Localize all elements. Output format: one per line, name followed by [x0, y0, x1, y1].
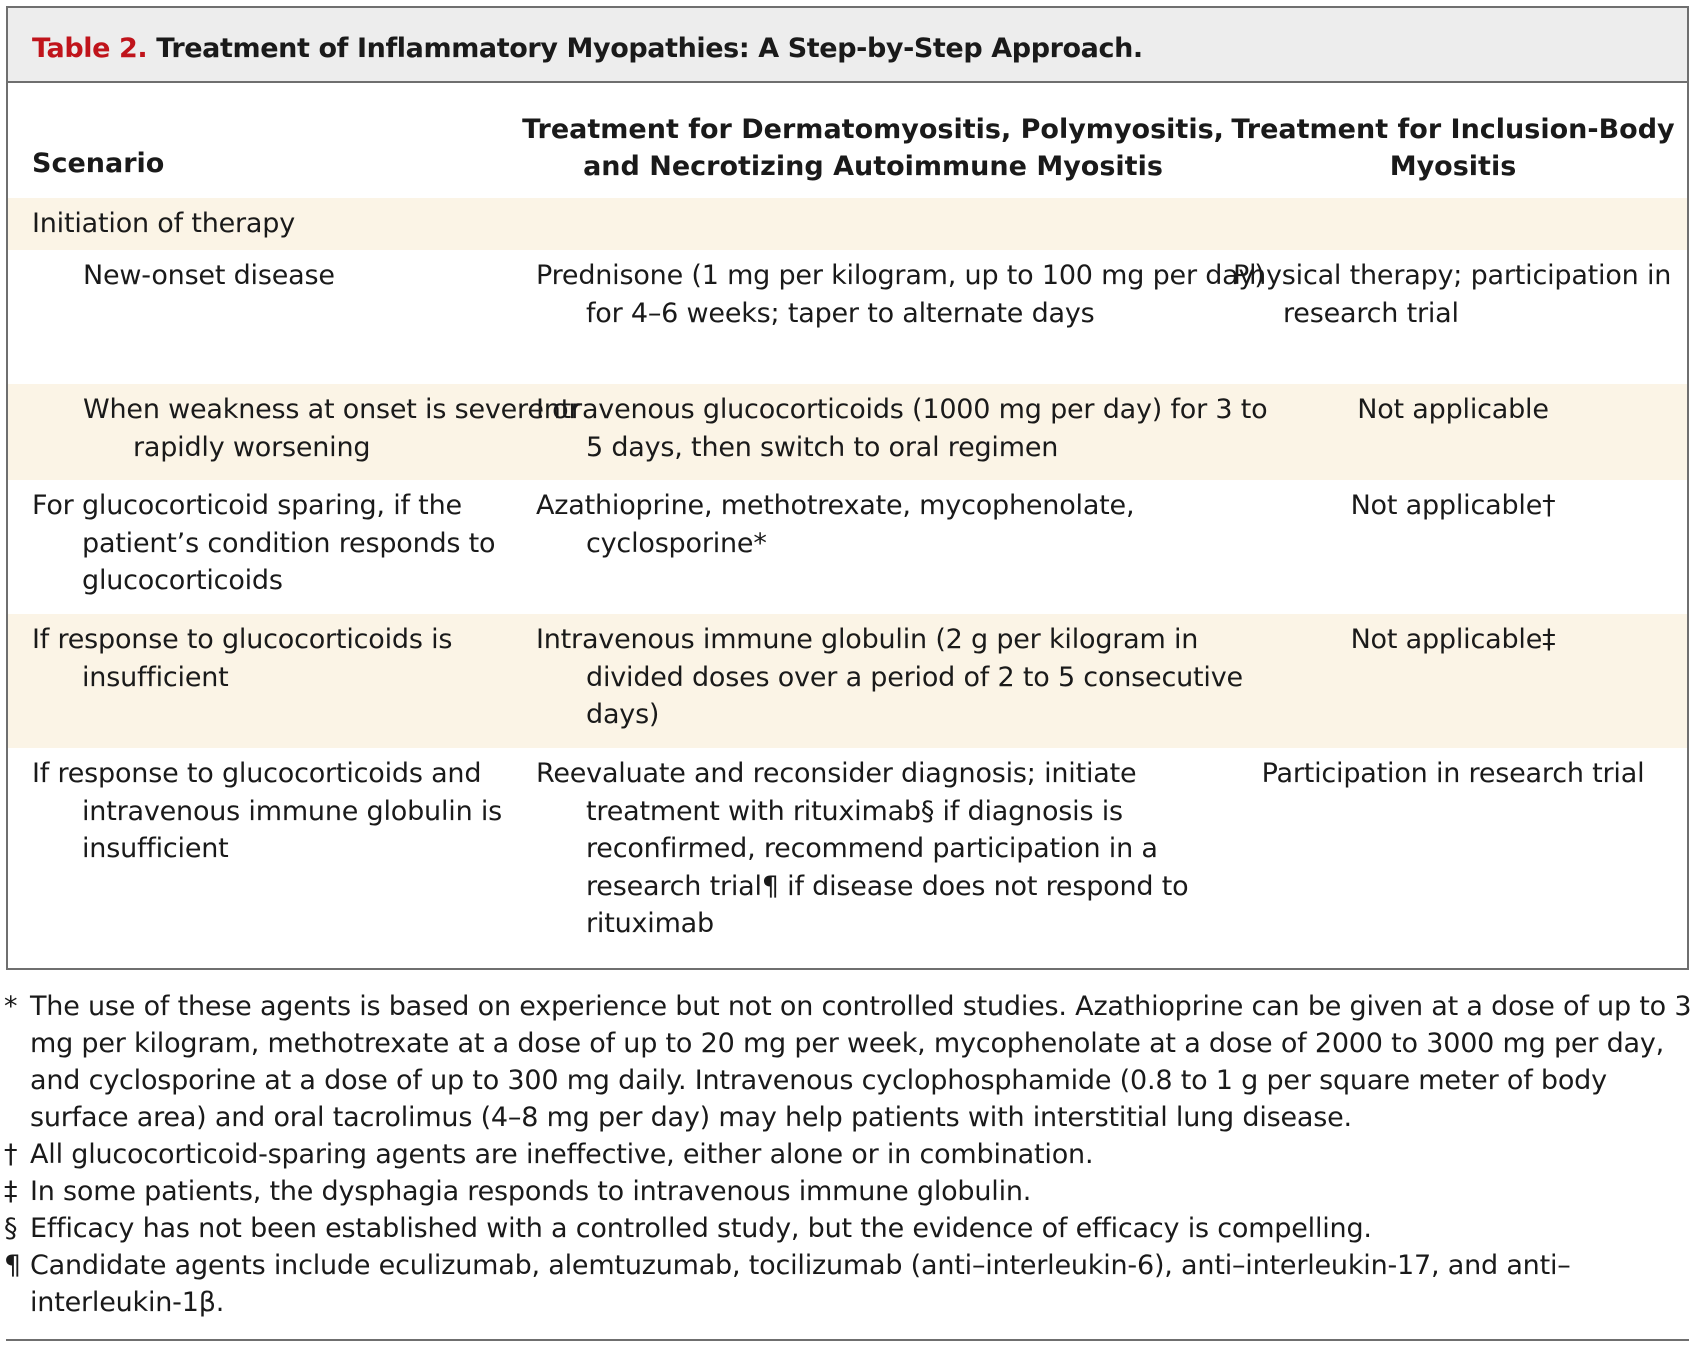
- footnote: [4, 1210, 1692, 1247]
- footnote-text: The use of these agents is based on experience but not on controlled studies. Azathioprine can be given at a dose of up to 3 mg per kilogram, methotrexate at a dose of up to 20 mg per week, mycophenolate at a dose of 2000 to 3000 mg per day, and cyclosporine at a dose of up to 300 mg daily. Intravenous cyclophosphamide (0.8 to 1 g per square meter of body surface area) and oral tacrolimus (4–8 mg per day) may help patients with interstitial lung disease.: [30, 991, 1692, 1133]
- row-scenario-cell: For glucocorticoid sparing, if the patient’s condition responds to glucocorticoids: [32, 490, 496, 596]
- table-row: [8, 250, 1687, 384]
- table-number-label: Table 2.: [32, 33, 148, 64]
- row-ibm-cell: Not applicable†: [1350, 490, 1556, 521]
- table-row: [8, 384, 1687, 480]
- table-row: [8, 198, 1687, 250]
- footnote-text: In some patients, the dysphagia responds to intravenous immune globulin.: [30, 1176, 1032, 1207]
- bottom-rule: [6, 1339, 1689, 1341]
- footnote-text: Candidate agents include eculizumab, alemtuzumab, tocilizumab (anti–interleukin-6), anti–interleukin-17, and anti–interleukin-1β.: [30, 1250, 1571, 1318]
- footnotes: [4, 988, 1692, 1321]
- column-header-ibm: Treatment for Inclusion-Body Myositis: [1231, 114, 1675, 182]
- footnote: [4, 988, 1692, 1136]
- footnote-text: All glucocorticoid-sparing agents are ineffective, either alone or in combination.: [30, 1139, 1094, 1170]
- footnote-mark: ‡: [4, 1176, 18, 1207]
- row-scenario-cell: If response to glucocorticoids and intravenous immune globulin is insufficient: [32, 758, 503, 864]
- table-row: [8, 480, 1687, 614]
- row-ibm-cell: Participation in research trial: [1261, 758, 1645, 789]
- row-dm-pm-nam-cell: Azathioprine, methotrexate, mycophenolate, cyclosporine*: [536, 490, 1135, 559]
- row-dm-pm-nam-cell: Intravenous immune globulin (2 g per kilogram in divided doses over a period of 2 to 5 consecutive days): [536, 624, 1243, 730]
- row-dm-pm-nam-cell: Prednisone (1 mg per kilogram, up to 100 mg per day) for 4–6 weeks; taper to alternate days: [536, 260, 1265, 329]
- footnote: [4, 1173, 1692, 1210]
- row-scenario-cell: New-onset disease: [83, 260, 335, 291]
- footnote: [4, 1136, 1692, 1173]
- row-ibm-cell: Not applicable: [1357, 394, 1549, 425]
- row-dm-pm-nam-cell: Reevaluate and reconsider diagnosis; initiate treatment with rituximab§ if diagnosis is reconfirmed, recommend participation in a research trial¶ if disease does not respond to rituximab: [536, 758, 1189, 939]
- row-ibm-cell: Not applicable‡: [1350, 624, 1556, 655]
- row-scenario-cell: When weakness at onset is severe or rapidly worsening: [83, 394, 580, 463]
- footnote-mark: †: [4, 1139, 18, 1170]
- row-scenario-cell: Initiation of therapy: [32, 208, 295, 239]
- footnote-text: Efficacy has not been established with a controlled study, but the evidence of efficacy is compelling.: [30, 1213, 1372, 1244]
- table-body: [8, 198, 1687, 958]
- column-header-scenario: Scenario: [32, 148, 165, 179]
- table-title: [32, 32, 1143, 66]
- row-dm-pm-nam-cell: Intravenous glucocorticoids (1000 mg per day) for 3 to 5 days, then switch to oral regimen: [536, 394, 1268, 463]
- table-title-text: Treatment of Inflammatory Myopathies: A Step-by-Step Approach.: [156, 33, 1143, 64]
- footnote-mark: *: [4, 991, 18, 1022]
- table-title-bar: [8, 8, 1687, 83]
- row-scenario-cell: If response to glucocorticoids is insufficient: [32, 624, 453, 693]
- footnote: [4, 1247, 1692, 1321]
- footnote-mark: ¶: [4, 1250, 21, 1281]
- row-ibm-cell: Physical therapy; participation in research trial: [1233, 260, 1672, 329]
- footnote-mark: §: [4, 1213, 18, 1244]
- table-frame: [6, 6, 1689, 970]
- table-row: [8, 748, 1687, 958]
- column-header-dm-pm-nam: Treatment for Dermatomyositis, Polymyositis, and Necrotizing Autoimmune Myositis: [522, 114, 1224, 182]
- table-row: [8, 614, 1687, 748]
